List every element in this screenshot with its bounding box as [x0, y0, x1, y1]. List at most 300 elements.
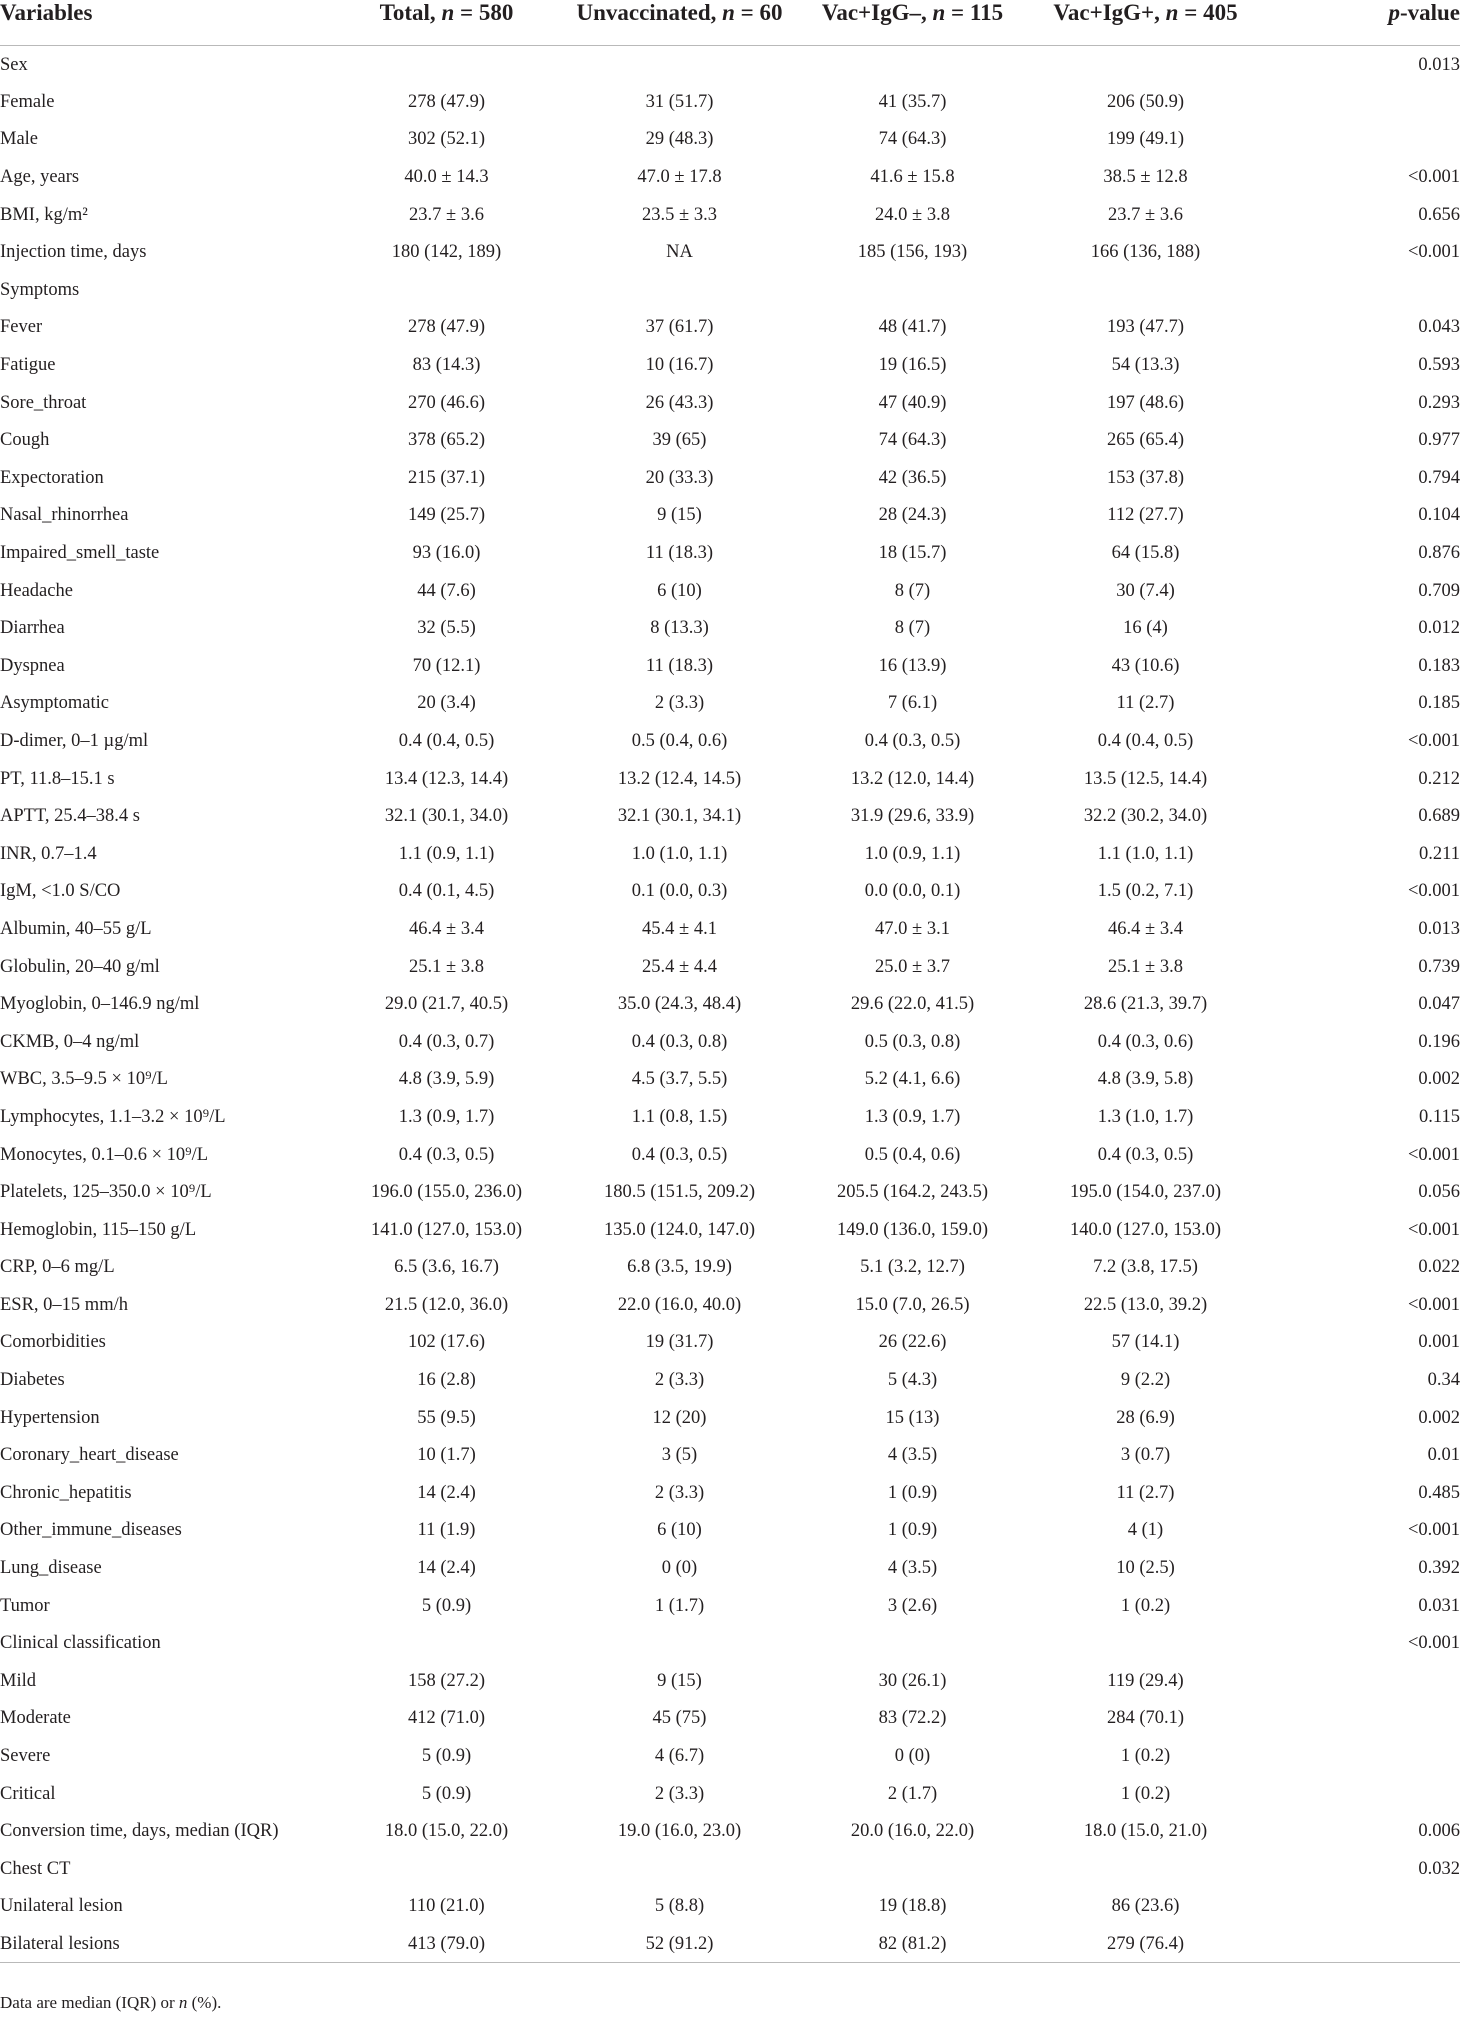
cell-vac-igg-positive: 284 (70.1): [1106, 1708, 1185, 1729]
cell-total: 0.4 (0.3, 0.5): [398, 1144, 495, 1165]
cell-vac-igg-negative: 205.5 (164.2, 243.5): [836, 1182, 989, 1203]
cell-total: [330, 46, 563, 84]
cell-vac-igg-negative: 0.5 (0.4, 0.6): [864, 1144, 961, 1165]
cell-vac-igg-positive: 4 (1): [1127, 1520, 1164, 1541]
table-row: [0, 1286, 1460, 1324]
table-row: [0, 722, 1460, 760]
cell-p-value: <0.001: [1407, 881, 1460, 902]
cell-total: 14 (2.4): [417, 1482, 476, 1503]
cell-total: 16 (2.8): [417, 1370, 476, 1391]
cell-vac-igg-positive: 28 (6.9): [1116, 1407, 1175, 1428]
cell-vac-igg-negative: 30 (26.1): [878, 1670, 947, 1691]
cell-vac-igg-negative: 15.0 (7.0, 26.5): [855, 1294, 970, 1315]
cell-vac-igg-negative: 83 (72.2): [878, 1708, 947, 1729]
cell-total: 5 (0.9): [421, 1595, 472, 1616]
cell-vac-igg-positive: 1.1 (1.0, 1.1): [1097, 843, 1194, 864]
cell-p-value: 0.689: [1418, 806, 1460, 827]
cell-variable: Diabetes: [0, 1370, 65, 1391]
cell-unvaccinated: [563, 271, 796, 309]
cell-variable: Severe: [0, 1746, 51, 1767]
cell-total: 5 (0.9): [421, 1783, 472, 1804]
cell-p-value: 0.056: [1418, 1182, 1460, 1203]
cell-p-value: [1262, 121, 1460, 159]
table-row: [0, 985, 1460, 1023]
cell-vac-igg-positive: 0.4 (0.3, 0.6): [1097, 1031, 1194, 1052]
cell-p-value: 0.293: [1418, 392, 1460, 413]
cell-vac-igg-positive: 1 (0.2): [1120, 1746, 1171, 1767]
cell-vac-igg-positive: 9 (2.2): [1120, 1370, 1171, 1391]
cell-unvaccinated: 52 (91.2): [645, 1933, 714, 1954]
cell-p-value: 0.002: [1418, 1407, 1460, 1428]
cell-unvaccinated: 1.1 (0.8, 1.5): [631, 1106, 728, 1127]
table-row: [0, 1136, 1460, 1174]
table-row: [0, 1399, 1460, 1437]
cell-unvaccinated: 0.1 (0.0, 0.3): [631, 881, 728, 902]
cell-total: 21.5 (12.0, 36.0): [384, 1294, 509, 1315]
cell-p-value: 0.01: [1427, 1445, 1460, 1466]
cell-vac-igg-positive: 166 (136, 188): [1090, 242, 1201, 263]
cell-variable: Myoglobin, 0–146.9 ng/ml: [0, 994, 200, 1015]
cell-total: 6.5 (3.6, 16.7): [394, 1257, 499, 1278]
cell-p-value: 0.196: [1418, 1031, 1460, 1052]
cell-p-value: 0.012: [1418, 618, 1460, 639]
cell-variable: Coronary_heart_disease: [0, 1445, 179, 1466]
cell-unvaccinated: 22.0 (16.0, 40.0): [617, 1294, 742, 1315]
cell-vac-igg-positive: 1.5 (0.2, 7.1): [1097, 881, 1194, 902]
cell-p-value: 0.593: [1418, 355, 1460, 376]
table-row: [0, 948, 1460, 986]
cell-total: 0.4 (0.4, 0.5): [398, 730, 495, 751]
header-vac-igg-positive: Vac+IgG+, n = 405: [1053, 0, 1238, 25]
table-header: [0, 0, 1460, 46]
cell-vac-igg-positive: 3 (0.7): [1120, 1445, 1171, 1466]
cell-total: 55 (9.5): [417, 1407, 476, 1428]
cell-unvaccinated: 4.5 (3.7, 5.5): [631, 1069, 728, 1090]
cell-vac-igg-positive: [1029, 271, 1262, 309]
cell-total: 29.0 (21.7, 40.5): [384, 994, 509, 1015]
table-row: [0, 384, 1460, 422]
table-row: [0, 685, 1460, 723]
cell-unvaccinated: 20 (33.3): [645, 467, 714, 488]
cell-vac-igg-positive: 206 (50.9): [1106, 91, 1185, 112]
cell-unvaccinated: 5 (8.8): [654, 1896, 705, 1917]
cell-total: 278 (47.9): [407, 91, 486, 112]
cell-p-value: 0.104: [1418, 505, 1460, 526]
cell-p-value: 0.485: [1418, 1482, 1460, 1503]
cell-vac-igg-negative: 19 (18.8): [878, 1896, 947, 1917]
cell-total: 93 (16.0): [412, 543, 481, 564]
cell-total: 413 (79.0): [407, 1933, 486, 1954]
cell-unvaccinated: 135.0 (124.0, 147.0): [603, 1219, 756, 1240]
cell-vac-igg-positive: 0.4 (0.4, 0.5): [1097, 730, 1194, 751]
table-row: [0, 1737, 1460, 1775]
cell-p-value: 0.212: [1418, 768, 1460, 789]
cell-vac-igg-negative: 16 (13.9): [878, 655, 947, 676]
cell-total: 215 (37.1): [407, 467, 486, 488]
cell-vac-igg-negative: 0 (0): [894, 1746, 931, 1767]
cell-vac-igg-negative: 8 (7): [894, 618, 931, 639]
cell-variable: Female: [0, 91, 55, 112]
cell-vac-igg-negative: 2 (1.7): [887, 1783, 938, 1804]
header-total: Total, n = 580: [379, 0, 514, 25]
cell-total: 32.1 (30.1, 34.0): [384, 806, 509, 827]
cell-vac-igg-positive: [1029, 1624, 1262, 1662]
cell-vac-igg-positive: 119 (29.4): [1107, 1670, 1184, 1691]
cell-variable: Chronic_hepatitis: [0, 1482, 132, 1503]
cell-total: 0.4 (0.1, 4.5): [398, 881, 495, 902]
cell-p-value: 0.183: [1418, 655, 1460, 676]
cell-variable: Bilateral lesions: [0, 1933, 120, 1954]
cell-p-value: <0.001: [1407, 1294, 1460, 1315]
cell-p-value: 0.392: [1418, 1558, 1460, 1579]
table-row: [0, 271, 1460, 309]
cell-total: 412 (71.0): [407, 1708, 486, 1729]
cell-p-value: 0.185: [1418, 693, 1460, 714]
cell-unvaccinated: 10 (16.7): [645, 355, 714, 376]
cell-unvaccinated: [563, 46, 796, 84]
cell-total: 302 (52.1): [407, 129, 486, 150]
cell-vac-igg-negative: 18 (15.7): [878, 543, 947, 564]
cell-unvaccinated: 39 (65): [652, 430, 707, 451]
table-row: [0, 1436, 1460, 1474]
cell-vac-igg-negative: 149.0 (136.0, 159.0): [836, 1219, 989, 1240]
cell-total: 270 (46.6): [407, 392, 486, 413]
cell-vac-igg-negative: [796, 1850, 1029, 1888]
cell-vac-igg-positive: 46.4 ± 3.4: [1108, 918, 1183, 939]
cell-p-value: 0.115: [1419, 1106, 1460, 1127]
cell-total: 14 (2.4): [417, 1558, 476, 1579]
cell-vac-igg-negative: [796, 1624, 1029, 1662]
cell-vac-igg-negative: 185 (156, 193): [857, 242, 968, 263]
cell-vac-igg-positive: 25.1 ± 3.8: [1108, 956, 1183, 977]
cell-vac-igg-negative: 5.1 (3.2, 12.7): [860, 1257, 965, 1278]
cell-vac-igg-positive: [1029, 1850, 1262, 1888]
table-row: [0, 1624, 1460, 1662]
cell-variable: BMI, kg/m²: [0, 204, 88, 225]
cell-vac-igg-negative: 42 (36.5): [878, 467, 947, 488]
table-row: [0, 609, 1460, 647]
table-row: [0, 910, 1460, 948]
cell-total: 378 (65.2): [407, 430, 486, 451]
cell-vac-igg-positive: 193 (47.7): [1106, 317, 1185, 338]
cell-p-value: 0.739: [1418, 956, 1460, 977]
cell-variable: Headache: [0, 580, 73, 601]
cell-unvaccinated: 0.4 (0.3, 0.8): [631, 1031, 728, 1052]
table-row: [0, 1888, 1460, 1926]
cell-variable: Moderate: [0, 1708, 71, 1729]
cell-variable: Dyspnea: [0, 655, 65, 676]
cell-vac-igg-positive: 18.0 (15.0, 21.0): [1083, 1821, 1208, 1842]
cell-variable: Injection time, days: [0, 242, 147, 263]
cell-total: 83 (14.3): [412, 355, 481, 376]
cell-variable: Lung_disease: [0, 1558, 102, 1579]
cell-unvaccinated: 0.4 (0.3, 0.5): [631, 1144, 728, 1165]
table-row: [0, 1061, 1460, 1099]
cell-p-value: [1262, 1737, 1460, 1775]
cell-unvaccinated: 26 (43.3): [645, 392, 714, 413]
cell-unvaccinated: 9 (15): [657, 1670, 702, 1691]
cell-vac-igg-negative: [796, 46, 1029, 84]
table-row: [0, 647, 1460, 685]
cell-p-value: [1262, 1662, 1460, 1700]
cell-vac-igg-negative: 31.9 (29.6, 33.9): [850, 806, 975, 827]
table-row: [0, 1324, 1460, 1362]
cell-unvaccinated: 0 (0): [661, 1558, 698, 1579]
cell-unvaccinated: 45.4 ± 4.1: [642, 918, 717, 939]
header-variables: Variables: [0, 0, 93, 25]
cell-variable: D-dimer, 0–1 µg/ml: [0, 730, 149, 751]
table-row: [0, 1662, 1460, 1700]
cell-total: 110 (21.0): [408, 1896, 485, 1917]
cell-vac-igg-negative: 47 (40.9): [878, 392, 947, 413]
cell-vac-igg-positive: 30 (7.4): [1116, 580, 1175, 601]
table-row: [0, 196, 1460, 234]
cell-vac-igg-negative: 47.0 ± 3.1: [875, 918, 950, 939]
cell-p-value: 0.002: [1418, 1069, 1460, 1090]
cell-p-value: 0.031: [1418, 1595, 1460, 1616]
table-row: [0, 572, 1460, 610]
cell-vac-igg-positive: 7.2 (3.8, 17.5): [1093, 1257, 1198, 1278]
cell-total: 5 (0.9): [421, 1746, 472, 1767]
cell-unvaccinated: 25.4 ± 4.4: [642, 956, 717, 977]
cell-vac-igg-positive: 279 (76.4): [1106, 1933, 1185, 1954]
cell-p-value: [1262, 1775, 1460, 1813]
cell-variable: Hypertension: [0, 1407, 100, 1428]
table-row: [0, 1249, 1460, 1287]
cell-total: 196.0 (155.0, 236.0): [370, 1182, 523, 1203]
cell-vac-igg-negative: 28 (24.3): [878, 505, 947, 526]
cell-total: [330, 1624, 563, 1662]
cell-total: 1.1 (0.9, 1.1): [398, 843, 495, 864]
header-p-value: p-value: [1388, 0, 1460, 25]
table-row: [0, 1812, 1460, 1850]
cell-unvaccinated: 19.0 (16.0, 23.0): [617, 1821, 742, 1842]
cell-variable: WBC, 3.5–9.5 × 10⁹/L: [0, 1069, 168, 1090]
cell-vac-igg-negative: 15 (13): [885, 1407, 940, 1428]
cell-p-value: [1262, 83, 1460, 121]
cell-total: 180 (142, 189): [391, 242, 502, 263]
cell-vac-igg-positive: [1029, 46, 1262, 84]
cell-vac-igg-positive: 64 (15.8): [1111, 543, 1180, 564]
table-row: [0, 421, 1460, 459]
table-row: [0, 1098, 1460, 1136]
cell-variable: Symptoms: [0, 279, 80, 300]
cell-p-value: <0.001: [1407, 1219, 1460, 1240]
cell-vac-igg-positive: 140.0 (127.0, 153.0): [1069, 1219, 1222, 1240]
cell-vac-igg-negative: 74 (64.3): [878, 129, 947, 150]
table-row: [0, 233, 1460, 271]
cell-unvaccinated: 8 (13.3): [650, 618, 709, 639]
cell-variable: ESR, 0–15 mm/h: [0, 1294, 128, 1315]
cell-unvaccinated: 32.1 (30.1, 34.1): [617, 806, 742, 827]
cell-unvaccinated: 2 (3.3): [654, 1370, 705, 1391]
table-row: [0, 835, 1460, 873]
table-row: [0, 1211, 1460, 1249]
cell-vac-igg-positive: 22.5 (13.0, 39.2): [1083, 1294, 1208, 1315]
cell-variable: Fatigue: [0, 355, 56, 376]
cell-variable: Asymptomatic: [0, 693, 109, 714]
cell-unvaccinated: 1.0 (1.0, 1.1): [631, 843, 728, 864]
cell-vac-igg-positive: 199 (49.1): [1106, 129, 1185, 150]
table-row: [0, 797, 1460, 835]
cell-total: 11 (1.9): [417, 1520, 476, 1541]
cell-vac-igg-positive: 265 (65.4): [1106, 430, 1185, 451]
cell-variable: Impaired_smell_taste: [0, 543, 160, 564]
cell-variable: Platelets, 125–350.0 × 10⁹/L: [0, 1182, 212, 1203]
cell-unvaccinated: 1 (1.7): [654, 1595, 705, 1616]
cell-total: 70 (12.1): [412, 655, 481, 676]
cell-unvaccinated: 6 (10): [657, 1520, 702, 1541]
cell-vac-igg-negative: 41 (35.7): [878, 91, 947, 112]
cell-vac-igg-negative: 8 (7): [894, 580, 931, 601]
cell-vac-igg-positive: 0.4 (0.3, 0.5): [1097, 1144, 1194, 1165]
cell-vac-igg-negative: 1.0 (0.9, 1.1): [864, 843, 961, 864]
cell-vac-igg-negative: 1 (0.9): [887, 1482, 938, 1503]
cell-p-value: [1262, 271, 1460, 309]
cell-variable: Other_immune_diseases: [0, 1520, 182, 1541]
cell-unvaccinated: 11 (18.3): [645, 655, 714, 676]
cell-vac-igg-positive: 11 (2.7): [1116, 1482, 1175, 1503]
cell-variable: Sex: [0, 54, 28, 75]
cell-total: 32 (5.5): [417, 618, 476, 639]
cell-p-value: <0.001: [1407, 1633, 1460, 1654]
cell-vac-igg-positive: 11 (2.7): [1116, 693, 1175, 714]
cell-vac-igg-negative: 0.4 (0.3, 0.5): [864, 730, 961, 751]
cell-total: 10 (1.7): [417, 1445, 476, 1466]
cell-p-value: <0.001: [1407, 1520, 1460, 1541]
cell-vac-igg-negative: 48 (41.7): [878, 317, 947, 338]
cell-variable: CKMB, 0–4 ng/ml: [0, 1031, 140, 1052]
table-row: [0, 497, 1460, 535]
table-row: [0, 1775, 1460, 1813]
cell-variable: Lymphocytes, 1.1–3.2 × 10⁹/L: [0, 1106, 226, 1127]
cell-variable: Fever: [0, 317, 43, 338]
cell-total: 20 (3.4): [417, 693, 476, 714]
table-row: [0, 1549, 1460, 1587]
cell-unvaccinated: 47.0 ± 17.8: [637, 167, 722, 188]
cell-p-value: 0.013: [1418, 54, 1460, 75]
cell-p-value: 0.043: [1418, 317, 1460, 338]
cell-total: 23.7 ± 3.6: [409, 204, 484, 225]
cell-variable: Albumin, 40–55 g/L: [0, 918, 152, 939]
table-row: [0, 309, 1460, 347]
cell-vac-igg-negative: 0.5 (0.3, 0.8): [864, 1031, 961, 1052]
cell-vac-igg-positive: 197 (48.6): [1106, 392, 1185, 413]
cell-p-value: <0.001: [1407, 1144, 1460, 1165]
cell-unvaccinated: 31 (51.7): [645, 91, 714, 112]
cell-vac-igg-positive: 32.2 (30.2, 34.0): [1083, 806, 1208, 827]
cell-vac-igg-positive: 1.3 (1.0, 1.7): [1097, 1106, 1194, 1127]
cell-vac-igg-positive: 16 (4): [1123, 618, 1168, 639]
cell-vac-igg-positive: 43 (10.6): [1111, 655, 1180, 676]
cell-total: 0.4 (0.3, 0.7): [398, 1031, 495, 1052]
cell-variable: Sore_throat: [0, 392, 87, 413]
cell-vac-igg-positive: 153 (37.8): [1106, 467, 1185, 488]
table-row: [0, 1700, 1460, 1738]
cell-variable: APTT, 25.4–38.4 s: [0, 806, 140, 827]
cell-vac-igg-positive: 86 (23.6): [1111, 1896, 1180, 1917]
header-unvaccinated: Unvaccinated, n = 60: [576, 0, 783, 25]
cell-unvaccinated: 45 (75): [652, 1708, 707, 1729]
table-row: [0, 534, 1460, 572]
cell-unvaccinated: 0.5 (0.4, 0.6): [631, 730, 728, 751]
cell-total: 4.8 (3.9, 5.9): [398, 1069, 495, 1090]
cell-variable: Conversion time, days, median (IQR): [0, 1821, 279, 1842]
cell-vac-igg-negative: 24.0 ± 3.8: [875, 204, 950, 225]
cell-total: 18.0 (15.0, 22.0): [384, 1821, 509, 1842]
cell-total: 278 (47.9): [407, 317, 486, 338]
cell-variable: Nasal_rhinorrhea: [0, 505, 129, 526]
table-row: [0, 1474, 1460, 1512]
cell-total: [330, 1850, 563, 1888]
cell-vac-igg-negative: 13.2 (12.0, 14.4): [850, 768, 975, 789]
cell-unvaccinated: [563, 1850, 796, 1888]
cell-p-value: 0.709: [1418, 580, 1460, 601]
cell-vac-igg-negative: 41.6 ± 15.8: [870, 167, 955, 188]
cell-unvaccinated: 13.2 (12.4, 14.5): [617, 768, 742, 789]
table-row: [0, 83, 1460, 121]
cell-unvaccinated: 180.5 (151.5, 209.2): [603, 1182, 756, 1203]
cell-total: 25.1 ± 3.8: [409, 956, 484, 977]
table-row: [0, 873, 1460, 911]
cell-vac-igg-negative: 25.0 ± 3.7: [875, 956, 950, 977]
cell-unvaccinated: [563, 1624, 796, 1662]
cell-vac-igg-positive: 1 (0.2): [1120, 1783, 1171, 1804]
cell-unvaccinated: 23.5 ± 3.3: [642, 204, 717, 225]
table-row: [0, 1925, 1460, 1963]
cell-vac-igg-negative: 1 (0.9): [887, 1520, 938, 1541]
table-row: [0, 158, 1460, 196]
cell-total: 158 (27.2): [407, 1670, 486, 1691]
cell-vac-igg-positive: 1 (0.2): [1120, 1595, 1171, 1616]
cell-vac-igg-negative: 3 (2.6): [887, 1595, 938, 1616]
cell-vac-igg-positive: 23.7 ± 3.6: [1108, 204, 1183, 225]
cell-variable: Chest CT: [0, 1858, 71, 1879]
cell-unvaccinated: 3 (5): [661, 1445, 698, 1466]
cell-unvaccinated: 4 (6.7): [654, 1746, 705, 1767]
cell-vac-igg-positive: 54 (13.3): [1111, 355, 1180, 376]
cell-vac-igg-negative: 20.0 (16.0, 22.0): [850, 1821, 975, 1842]
cell-unvaccinated: 2 (3.3): [654, 1482, 705, 1503]
cell-vac-igg-negative: [796, 271, 1029, 309]
cell-vac-igg-negative: 29.6 (22.0, 41.5): [850, 994, 975, 1015]
cell-variable: Unilateral lesion: [0, 1896, 123, 1917]
table-row: [0, 1173, 1460, 1211]
cell-p-value: 0.34: [1427, 1370, 1460, 1391]
cell-variable: Hemoglobin, 115–150 g/L: [0, 1219, 197, 1240]
cell-variable: Monocytes, 0.1–0.6 × 10⁹/L: [0, 1144, 209, 1165]
cell-p-value: <0.001: [1407, 167, 1460, 188]
cell-unvaccinated: 11 (18.3): [645, 543, 714, 564]
table-row: [0, 760, 1460, 798]
cell-p-value: <0.001: [1407, 730, 1460, 751]
cell-variable: Tumor: [0, 1595, 50, 1616]
cell-vac-igg-negative: 5.2 (4.1, 6.6): [864, 1069, 961, 1090]
cell-unvaccinated: 6 (10): [657, 580, 702, 601]
cell-vac-igg-positive: 28.6 (21.3, 39.7): [1083, 994, 1208, 1015]
cell-variable: Age, years: [0, 167, 80, 188]
cell-total: 44 (7.6): [417, 580, 476, 601]
cell-variable: INR, 0.7–1.4: [0, 843, 97, 864]
cell-p-value: 0.047: [1418, 994, 1460, 1015]
cell-variable: Male: [0, 129, 39, 150]
cell-total: 1.3 (0.9, 1.7): [398, 1106, 495, 1127]
table-body: [0, 46, 1460, 1963]
cell-p-value: <0.001: [1407, 242, 1460, 263]
cell-vac-igg-negative: 0.0 (0.0, 0.1): [864, 881, 961, 902]
cell-vac-igg-negative: 19 (16.5): [878, 355, 947, 376]
cell-p-value: [1262, 1925, 1460, 1963]
